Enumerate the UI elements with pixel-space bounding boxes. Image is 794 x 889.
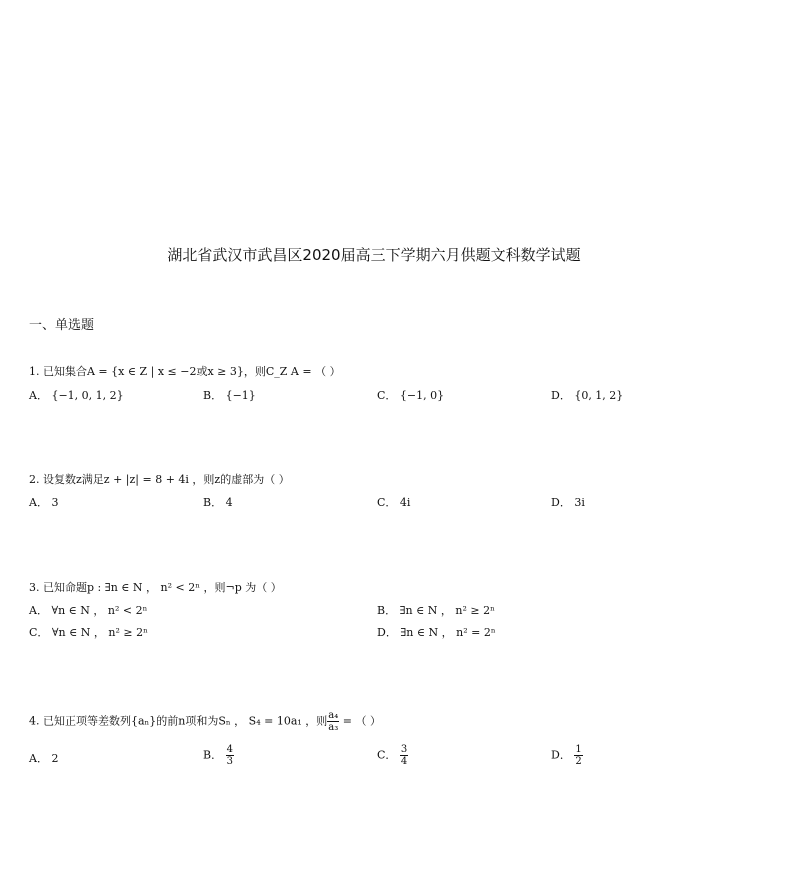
question-4-option-d[interactable] [551, 744, 583, 767]
question-4-option-b-fraction [226, 744, 234, 767]
question-2-option-c[interactable]: C． 4i [377, 496, 411, 509]
question-3-stem: 3. 已知命题p : ∃n ∈ N ， n² < 2ⁿ ，则¬p 为（ ） [29, 581, 282, 594]
question-4-option-a[interactable]: A． 2 [29, 752, 59, 765]
question-4-option-d-label: D． [551, 748, 571, 762]
question-4-frac-denominator: a₃ [328, 722, 339, 733]
question-4-frac-numerator: a₄ [328, 710, 339, 721]
question-1-option-c[interactable]: C． {−1, 0} [377, 389, 445, 402]
question-1-stem: 1. 已知集合A = {x ∈ Z | x ≤ −2或x ≥ 3}，则C_Z A = （ ） [29, 365, 341, 378]
question-4-option-d-fraction [574, 744, 582, 767]
question-2-option-a[interactable]: A． 3 [29, 496, 59, 509]
question-2-stem: 2. 设复数z满足z + |z| = 8 + 4i ，则z的虚部为（ ） [29, 473, 290, 486]
option-c-denominator: 4 [400, 756, 408, 767]
question-4-option-c[interactable] [377, 744, 408, 767]
option-d-numerator: 1 [575, 744, 582, 755]
question-1-option-b[interactable]: B． {−1} [203, 389, 256, 402]
page-title: 湖北省武汉市武昌区2020届高三下学期六月供题文科数学试题 [167, 246, 581, 264]
option-c-numerator: 3 [400, 744, 408, 755]
option-b-numerator: 4 [226, 744, 233, 755]
question-3-option-a[interactable]: A． ∀n ∈ N ， n² < 2ⁿ [29, 604, 148, 617]
question-4-stem-suffix: = （ ） [339, 714, 381, 728]
question-4-option-c-label: C． [377, 748, 397, 762]
section-heading: 一、单选题 [29, 318, 95, 333]
question-4-option-b[interactable] [203, 744, 234, 767]
question-3-option-d[interactable]: D． ∃n ∈ N ， n² = 2ⁿ [377, 626, 496, 639]
question-4-stem-fraction [327, 710, 339, 733]
option-d-denominator: 2 [575, 756, 582, 767]
question-2-option-b[interactable]: B． 4 [203, 496, 233, 509]
question-1-option-d[interactable]: D． {0, 1, 2} [551, 389, 624, 402]
option-b-denominator: 3 [226, 756, 233, 767]
question-3-option-c[interactable]: C． ∀n ∈ N ， n² ≥ 2ⁿ [29, 626, 148, 639]
question-1-option-a[interactable]: A． {−1, 0, 1, 2} [29, 389, 124, 402]
question-2-option-d[interactable]: D． 3i [551, 496, 585, 509]
question-4-option-c-fraction [400, 744, 408, 767]
question-4-option-b-label: B． [203, 748, 223, 762]
question-4-stem [29, 710, 381, 733]
question-4-stem-prefix: 4. 已知正项等差数列{aₙ}的前n项和为Sₙ ， S₄ = 10a₁ ，则 [29, 714, 328, 728]
question-3-option-b[interactable]: B． ∃n ∈ N ， n² ≥ 2ⁿ [377, 604, 495, 617]
